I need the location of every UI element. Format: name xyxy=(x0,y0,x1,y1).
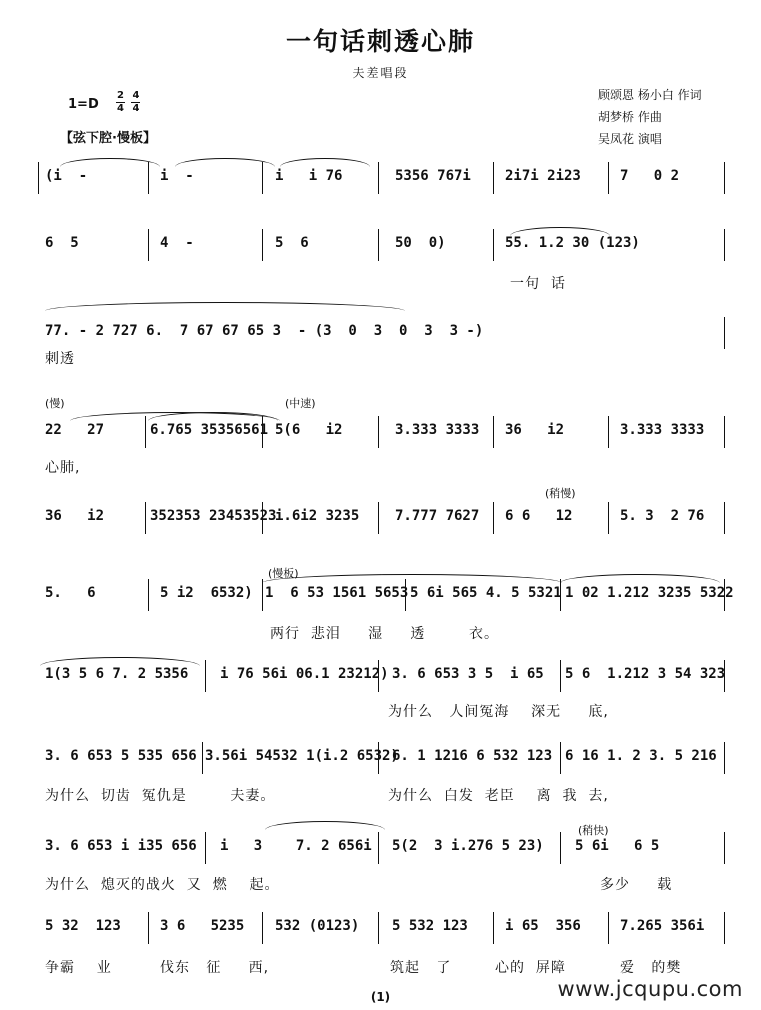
bar-line xyxy=(378,742,379,774)
bar-line xyxy=(378,229,379,261)
bar-line xyxy=(724,832,725,864)
bar-line xyxy=(493,912,494,944)
score-system xyxy=(0,323,761,349)
style-label: 【弦下腔·慢板】 xyxy=(60,131,156,146)
credits xyxy=(598,84,738,150)
measure-notes: 6 16 1. 2 3. 5 216 xyxy=(565,748,717,764)
bar-line xyxy=(724,162,725,194)
score-system xyxy=(0,422,761,448)
bar-line xyxy=(724,317,725,349)
measure-notes: 5(2 3 i.276 5 23) xyxy=(392,838,544,854)
bar-line xyxy=(493,416,494,448)
time-signature-4-4: $\frac{4}{4}$ xyxy=(132,90,140,114)
phrase-slur xyxy=(45,302,405,311)
phrase-slur xyxy=(40,657,200,666)
lyric-line: 爱 的樊 xyxy=(620,960,682,976)
bar-line xyxy=(608,912,609,944)
measure-notes: 3 6 5235 xyxy=(160,918,245,934)
measure-notes: 6.765 35356561 xyxy=(150,422,269,438)
phrase-slur xyxy=(262,574,562,583)
measure-notes: 3. 6 653 3 5 i 65 xyxy=(392,666,544,682)
measure-notes: 5. 6 xyxy=(45,585,96,601)
measure-notes: i.6i2 3235 xyxy=(275,508,360,524)
tempo-marking: (慢板) xyxy=(268,567,299,580)
measure-notes: 5 6 1.212 3 54 323 xyxy=(565,666,726,682)
bar-line xyxy=(608,502,609,534)
time-signature xyxy=(116,91,143,114)
time-signature-2-4: $\frac{2}{4}$ xyxy=(117,90,124,114)
lyric-line: 心肺, xyxy=(45,460,81,476)
lyric-line: 伐东 征 西, xyxy=(160,960,270,976)
credit-lyricist: 顾颂恩 杨小白 作词 xyxy=(598,88,702,102)
tempo-marking: (稍慢) xyxy=(545,487,576,500)
bar-line xyxy=(262,912,263,944)
bar-line xyxy=(560,832,561,864)
measure-notes: i 65 356 xyxy=(505,918,581,934)
lyric-line: 争霸 业 xyxy=(45,960,112,976)
bar-line xyxy=(724,660,725,692)
lyric-line: 筑起 了 xyxy=(390,960,452,976)
watermark: www.jcqupu.com xyxy=(557,977,743,1001)
measure-notes: 1 6 53 1561 5653 xyxy=(265,585,409,601)
credit-performer: 吴凤花 演唱 xyxy=(598,132,662,146)
bar-line xyxy=(378,162,379,194)
lyric-line: 一句 话 xyxy=(510,276,566,292)
measure-notes: 55. 1.2 30 (123) xyxy=(505,235,640,251)
bar-line xyxy=(493,162,494,194)
bar-line xyxy=(608,162,609,194)
score-system xyxy=(0,918,761,944)
bar-line xyxy=(560,660,561,692)
bar-line xyxy=(724,742,725,774)
bar-line xyxy=(378,660,379,692)
bar-line xyxy=(148,912,149,944)
tempo-marking: (慢) xyxy=(45,397,65,410)
measure-notes: 7.265 356i xyxy=(620,918,705,934)
bar-line xyxy=(493,502,494,534)
measure-notes: 36 i2 xyxy=(505,422,565,438)
measure-notes: 5 6i 6 5 xyxy=(575,838,660,854)
bar-line xyxy=(38,162,39,194)
score-system xyxy=(0,585,761,611)
score-system xyxy=(0,235,761,261)
score-system xyxy=(0,666,761,692)
key-signature: 1=D xyxy=(68,97,99,112)
measure-notes: 77. - 2 727 6. 7 67 67 65 3 - (3 0 3 0 3 3 -) xyxy=(45,323,484,339)
bar-line xyxy=(205,660,206,692)
bar-line xyxy=(724,229,725,261)
measure-notes: 3.333 3333 xyxy=(395,422,480,438)
measure-notes: 22 27 xyxy=(45,422,105,438)
measure-notes: i i 76 xyxy=(275,168,343,184)
page-number: (1) xyxy=(370,990,391,1004)
measure-notes: 36 i2 xyxy=(45,508,105,524)
score-subtitle: 夫差唱段 xyxy=(352,66,409,80)
bar-line xyxy=(724,502,725,534)
bar-line xyxy=(608,416,609,448)
lyric-line: 两行 悲泪 湿 透 衣。 xyxy=(270,626,500,642)
bar-line xyxy=(262,502,263,534)
measure-notes: 5 i2 6532) xyxy=(160,585,253,601)
measure-notes: 5 6i 565 4. 5 5321 xyxy=(410,585,562,601)
phrase-slur xyxy=(60,158,160,167)
measure-notes: 2i7i 2i23 xyxy=(505,168,581,184)
phrase-slur xyxy=(175,158,275,167)
measure-notes: 5. 3 2 76 xyxy=(620,508,705,524)
bar-line xyxy=(560,742,561,774)
lyric-line: 为什么 切齿 冤仇是 夫妻。 xyxy=(45,788,276,804)
lyric-line: 心的 屏障 xyxy=(495,960,566,976)
bar-line xyxy=(378,416,379,448)
score-system xyxy=(0,168,761,194)
credit-composer: 胡梦桥 作曲 xyxy=(598,110,662,124)
measure-notes: 5 6 xyxy=(275,235,309,251)
lyric-line: 为什么 白发 老臣 离 我 去, xyxy=(388,788,609,804)
measure-notes: 5 532 123 xyxy=(392,918,468,934)
bar-line xyxy=(148,229,149,261)
measure-notes: 1 02 1.212 3235 5322 xyxy=(565,585,734,601)
bar-line xyxy=(378,502,379,534)
lyric-line: 为什么 熄灭的战火 又 燃 起。 xyxy=(45,877,280,893)
bar-line xyxy=(262,229,263,261)
bar-line xyxy=(145,502,146,534)
measure-notes: 6. 1 1216 6 532 123 xyxy=(392,748,553,764)
measure-notes: 1(3 5 6 7. 2 5356 xyxy=(45,666,189,682)
measure-notes: 3. 6 653 i i35 656 xyxy=(45,838,197,854)
measure-notes: 50 0) xyxy=(395,235,446,251)
measure-notes: 6 6 12 xyxy=(505,508,573,524)
bar-line xyxy=(724,579,725,611)
measure-notes: 532 (0123) xyxy=(275,918,360,934)
lyric-line: 刺透 xyxy=(45,351,75,367)
bar-line xyxy=(378,912,379,944)
phrase-slur xyxy=(560,574,720,583)
measure-notes: 3.333 3333 xyxy=(620,422,705,438)
measure-notes: i 76 56i 06.1 23212) xyxy=(220,666,389,682)
tempo-marking: (中速) xyxy=(285,397,316,410)
measure-notes: i - xyxy=(160,168,194,184)
bar-line xyxy=(405,579,406,611)
measure-notes: 7 0 2 xyxy=(620,168,680,184)
bar-line xyxy=(378,832,379,864)
measure-notes: 3.56i 54532 1(i.2 6532) xyxy=(205,748,399,764)
measure-notes: 5(6 i2 xyxy=(275,422,343,438)
measure-notes: 4 - xyxy=(160,235,194,251)
measure-notes: 3. 6 653 5 535 656 xyxy=(45,748,197,764)
phrase-slur xyxy=(265,821,385,830)
score-system xyxy=(0,748,761,774)
score-system xyxy=(0,838,761,864)
bar-line xyxy=(493,229,494,261)
bar-line xyxy=(262,579,263,611)
measure-notes: 6 5 xyxy=(45,235,79,251)
lyric-line: 为什么 人间冤海 深无 底, xyxy=(388,704,609,720)
measure-notes: i 3 7. 2 656i xyxy=(220,838,372,854)
bar-line xyxy=(148,579,149,611)
tempo-marking: (稍快) xyxy=(578,824,609,837)
bar-line xyxy=(560,579,561,611)
measure-notes: 7.777 7627 xyxy=(395,508,480,524)
bar-line xyxy=(724,912,725,944)
bar-line xyxy=(205,832,206,864)
measure-notes: 352353 23453523 xyxy=(150,508,277,524)
phrase-slur xyxy=(280,158,370,167)
phrase-slur xyxy=(510,227,610,236)
score-system xyxy=(0,508,761,534)
score-title: 一句话刺透心肺 xyxy=(285,27,475,56)
bar-line xyxy=(202,742,203,774)
bar-line xyxy=(724,416,725,448)
measure-notes: 5 32 123 xyxy=(45,918,121,934)
lyric-line: 多少 载 xyxy=(600,877,673,893)
measure-notes: 5356 767i xyxy=(395,168,471,184)
measure-notes: (i - xyxy=(45,168,88,184)
